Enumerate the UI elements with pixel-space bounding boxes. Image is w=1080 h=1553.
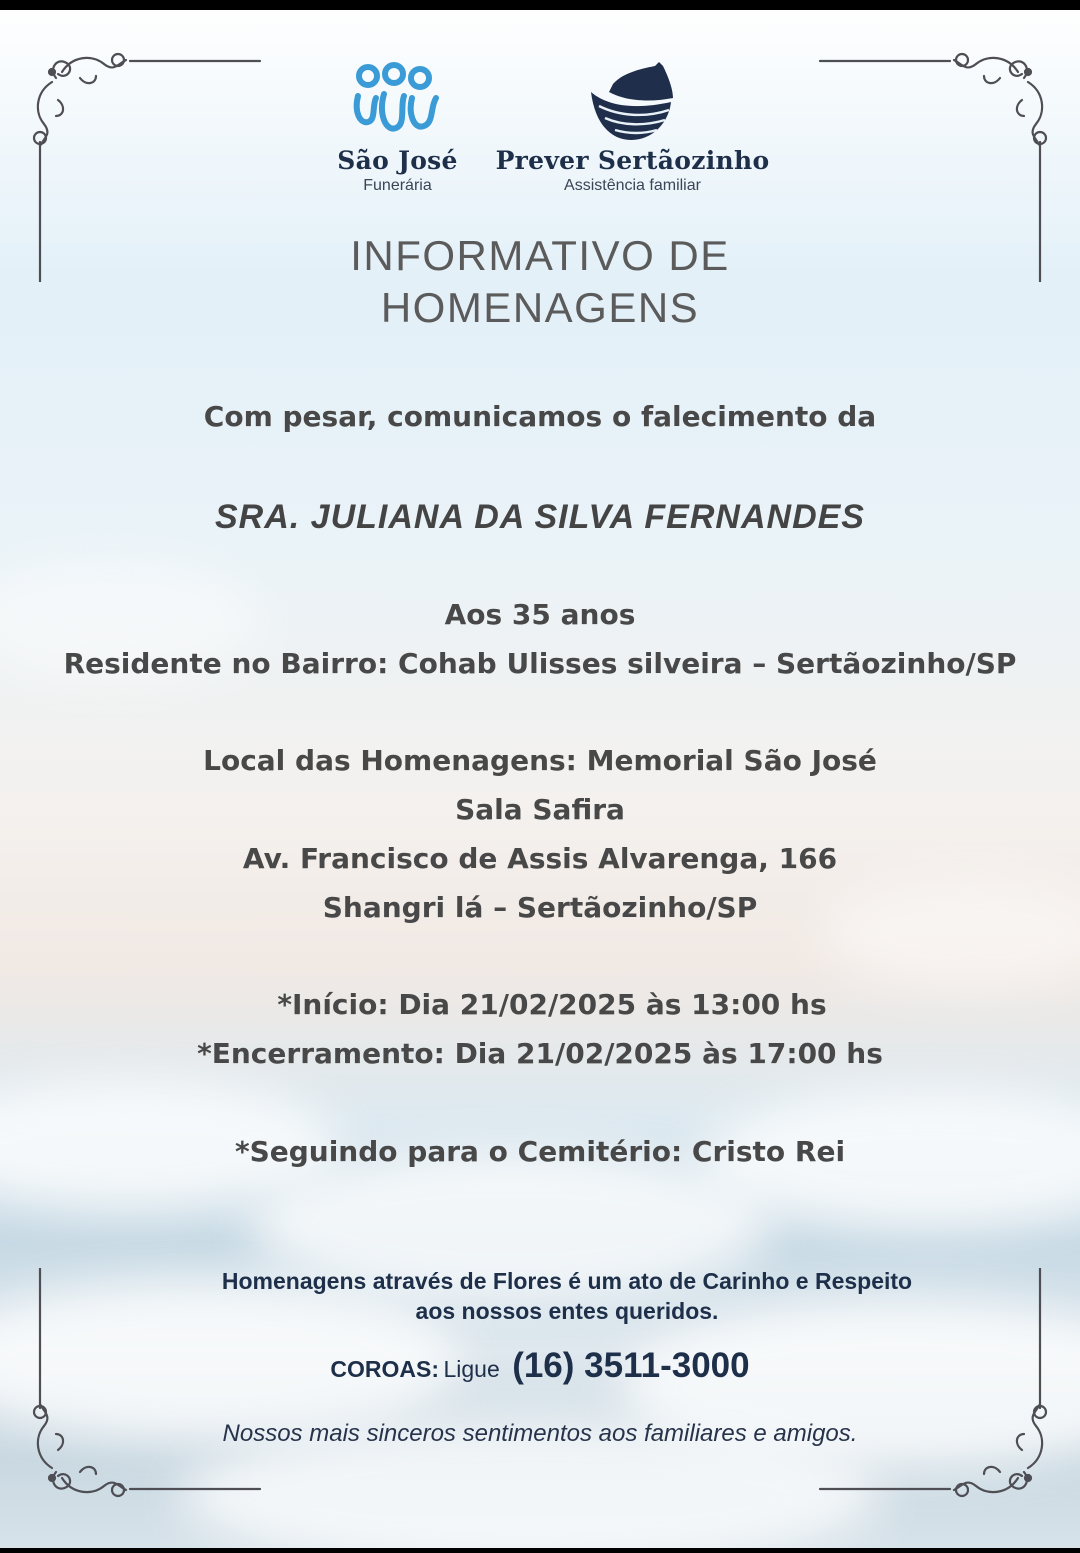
top-bar [0, 0, 1080, 10]
ligue-label: Ligue [443, 1356, 500, 1382]
venue-block [0, 736, 1080, 932]
coroas-phone-line [0, 1346, 1080, 1386]
logo-prever-subtitle: Assistência familiar [564, 177, 701, 194]
deceased-name: SRA. JULIANA DA SILVA FERNANDES [215, 498, 865, 536]
residence: Residente no Bairro: Cohab Ulisses silveira – Sertãozinho/SP [63, 647, 1017, 680]
venue-district: Shangri lá – Sertãozinho/SP [322, 891, 758, 924]
logo-sao-jose-subtitle: Funerária [363, 177, 432, 194]
logo-row [0, 62, 1080, 212]
title-line-1: INFORMATIVO DE [350, 232, 730, 279]
phone-number[interactable]: (16) 3511-3000 [512, 1346, 750, 1385]
bottom-bar [0, 1548, 1080, 1553]
ark-icon [583, 62, 683, 142]
closing-message: Nossos mais sinceros sentimentos aos familiares e amigos. [222, 1420, 858, 1447]
logo-prever-name: Prever Sertãozinho [495, 146, 770, 175]
age: Aos 35 anos [444, 598, 636, 631]
schedule-start: *Início: Dia 21/02/2025 às 13:00 hs [277, 988, 827, 1021]
cemetery: *Seguindo para o Cemitério: Cristo Rei [234, 1135, 846, 1168]
flowers-line-2: aos nossos entes queridos. [415, 1298, 719, 1324]
logo-prever [495, 62, 770, 195]
venue-local: Local das Homenagens: Memorial São José [203, 744, 877, 777]
logo-sao-jose [330, 62, 465, 195]
announcement: Com pesar, comunicamos o falecimento da [203, 400, 877, 433]
coroas-label: COROAS: [330, 1356, 439, 1382]
logo-sao-jose-name: São José [337, 146, 458, 175]
title-line-2: HOMENAGENS [380, 284, 700, 331]
schedule-end: *Encerramento: Dia 21/02/2025 às 17:00 hs [197, 1037, 883, 1070]
venue-address: Av. Francisco de Assis Alvarenga, 166 [242, 842, 838, 875]
schedule-block [0, 980, 1080, 1078]
flowers-line-1: Homenagens através de Flores é um ato de Carinho e Respeito [221, 1268, 913, 1294]
flowers-message [0, 1266, 1080, 1326]
page-title [0, 230, 1080, 334]
details-block [0, 590, 1080, 688]
people-icon [348, 62, 448, 138]
venue-room: Sala Safira [455, 793, 625, 826]
